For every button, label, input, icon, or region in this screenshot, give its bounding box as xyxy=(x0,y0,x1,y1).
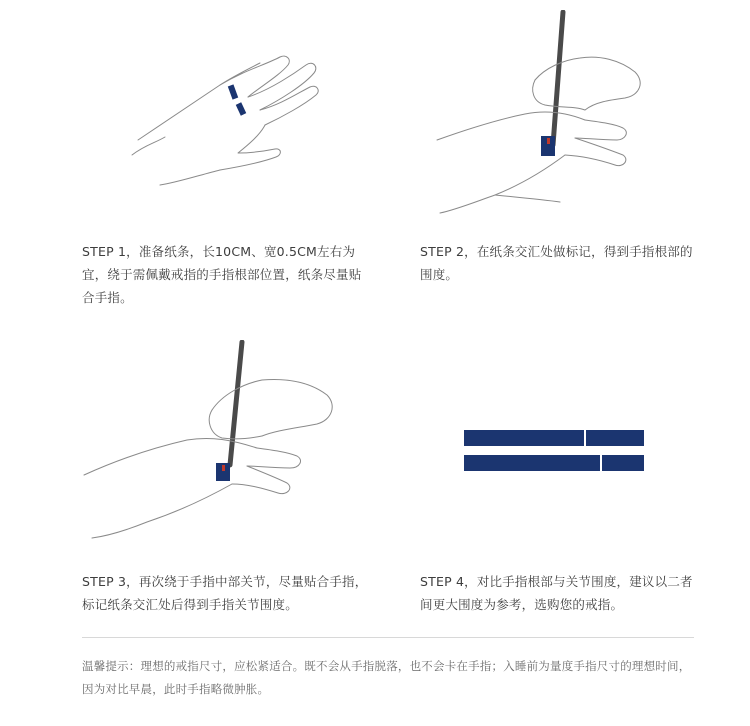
paper-strip xyxy=(236,102,247,115)
paper-strip xyxy=(228,84,238,99)
paper-strip-joint xyxy=(464,455,644,471)
paper-strip-base xyxy=(464,430,644,446)
tip-text: 温馨提示：理想的戒指尺寸，应松紧适合。既不会从手指脱落，也不会卡在手指；入睡前为量度手指尺寸的理想时间，因为对比早晨，此时手指略微肿胀。 xyxy=(82,659,691,696)
step4-text: STEP 4，对比手指根部与关节围度，建议以二者间更大围度为参考，选购您的戒指。 xyxy=(420,574,693,612)
mark-line xyxy=(584,430,586,446)
step4-illustration xyxy=(464,430,644,472)
step3-illustration xyxy=(82,340,352,540)
step1-illustration xyxy=(120,45,350,195)
step3-text: STEP 3，再次绕于手指中部关节，尽量贴合手指，标记纸条交汇处后得到手指关节围度。 xyxy=(82,574,368,612)
step2-text: STEP 2，在纸条交汇处做标记，得到手指根部的围度。 xyxy=(420,244,693,282)
divider xyxy=(82,637,694,638)
mark xyxy=(547,138,550,144)
mark xyxy=(222,465,225,471)
step1-text: STEP 1，准备纸条，长10CM、宽0.5CM左右为宜，绕于需佩戴戒指的手指根部位置，纸条尽量贴合手指。 xyxy=(82,244,362,305)
step2-illustration xyxy=(435,10,665,215)
mark-line xyxy=(600,455,602,471)
